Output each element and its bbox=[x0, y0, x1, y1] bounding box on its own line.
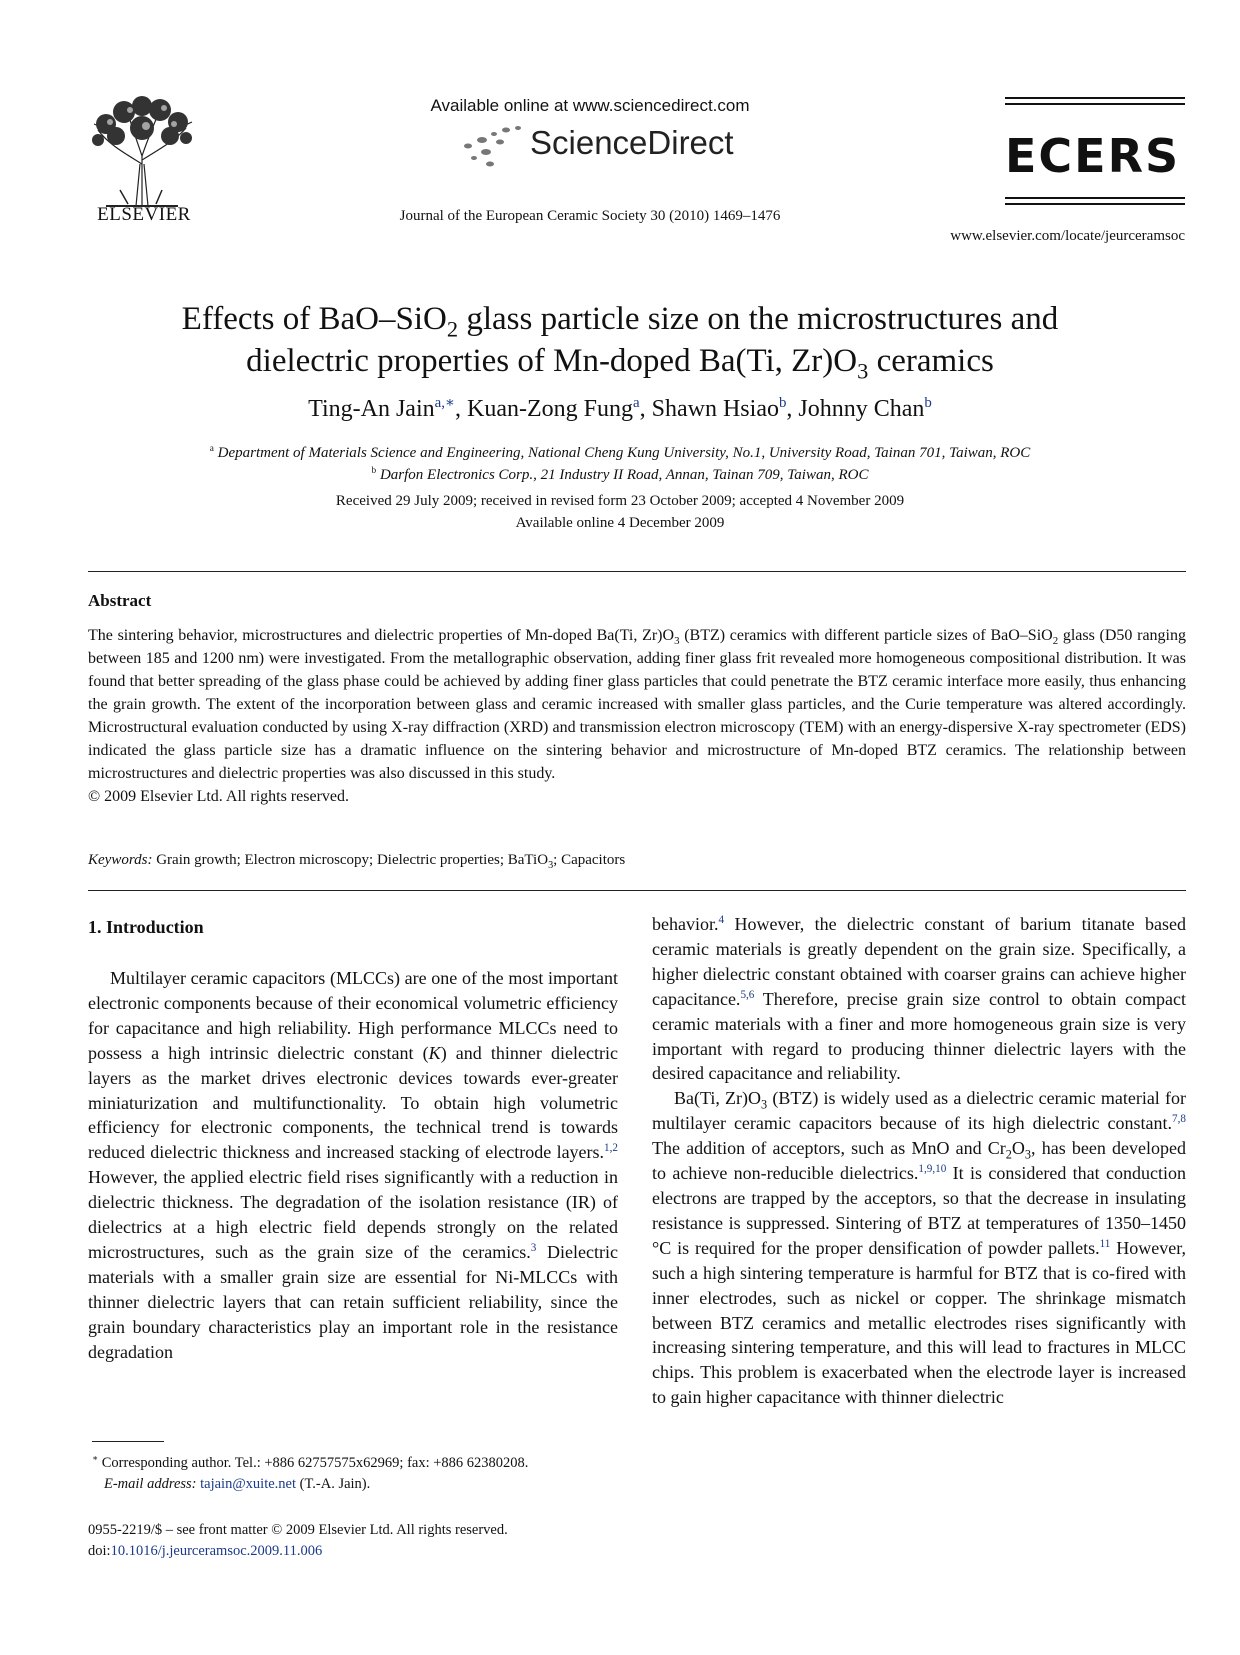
ecers-bottom-rule bbox=[1005, 196, 1185, 208]
author-name: Johnny Chan bbox=[798, 396, 925, 422]
section-heading-introduction: 1. Introduction bbox=[88, 917, 204, 937]
footnote-rule bbox=[92, 1441, 164, 1442]
affiliation-a: $^a$ Department of Materials Science and Engineering, National Cheng Kung University, No.1, University Road, Tainan 701, Taiwan, ROC bbox=[209, 444, 1031, 461]
sciencedirect-dots-icon bbox=[460, 124, 530, 168]
affiliation-mark[interactable]: b bbox=[778, 395, 787, 411]
abstract-top-rule bbox=[88, 571, 1186, 572]
author-name: Ting-An Jain bbox=[308, 396, 435, 422]
affiliation-mark[interactable]: a bbox=[633, 395, 640, 411]
elsevier-tree-logo bbox=[86, 94, 198, 212]
keywords: Keywords: Grain growth; Electron microscopy; Dielectric properties; BaTiO$_3$; Capacitors bbox=[88, 852, 626, 871]
ecers-wordmark: ECERS bbox=[1005, 129, 1181, 183]
keywords-bottom-rule bbox=[88, 890, 1186, 891]
ecers-top-rule bbox=[1005, 96, 1185, 108]
journal-url[interactable]: www.elsevier.com/locate/jeurceramsoc bbox=[950, 228, 1185, 244]
author-name: Shawn Hsiao bbox=[651, 396, 779, 422]
reference-link[interactable]: 1,9,10 bbox=[918, 1163, 947, 1176]
affiliation-mark[interactable]: b bbox=[924, 395, 932, 411]
corresponding-author-footnote: ∗ Corresponding author. Tel.: +886 62757575x62969; fax: +886 62380208. E-mail address: tajain@xuite.net (T.-A. Jain). bbox=[92, 1453, 529, 1492]
reference-link[interactable]: 7,8 bbox=[1172, 1113, 1186, 1126]
issn-line: 0955-2219/$ – see front matter © 2009 Elsevier Ltd. All rights reserved. bbox=[88, 1522, 508, 1538]
email-link[interactable]: tajain@xuite.net bbox=[200, 1476, 297, 1492]
reference-link[interactable]: 4 bbox=[718, 914, 725, 926]
available-online-text: Available online at www.sciencedirect.com bbox=[430, 96, 750, 115]
affiliation-b: $^b$ Darfon Electronics Corp., 21 Industry II Road, Annan, Tainan 709, Taiwan, ROC bbox=[371, 466, 869, 483]
left-column-text: Multilayer ceramic capacitors (MLCCs) are one of the most important electronic components because of their economical volumetric efficiency for capacitance and high reliability. High performance MLCCs need to possess a high intrinsic dielectric constant (K) and thinner dielectric layers as the market drives electronic devices towards ever-greater miniaturization and multifunctionality. To obtain high volumetric efficiency for electronic components, the technical trend is towards reduced dielectric thickness and increased stacking of electrode layers.$^{1,2}$ However, the applied electric field rises significantly with a reduction in dielectric thickness. The degradation of the isolation resistance (IR) of dielectrics at a high electric field depends strongly on the related microstructures, such as the grain size of the ceramics.$^3$ Dielectric materials with a smaller grain size are essential for Ni-MLCCs with thinner dielectric layers that can retain sufficient reliability, since the grain boundary characteristics play an important role in the resistance degradation bbox=[88, 968, 618, 1362]
author-list: Ting-An Jain$^{a,∗}$, Kuan-Zong Fung$^a$, Shawn Hsiao$^b$, Johnny Chan$^b$ bbox=[308, 395, 932, 422]
reference-link[interactable]: 5,6 bbox=[740, 988, 755, 1001]
ecers-journal-logo bbox=[1005, 128, 1185, 184]
doi-link[interactable]: 10.1016/j.jeurceramsoc.2009.11.006 bbox=[110, 1543, 323, 1559]
journal-reference: Journal of the European Ceramic Society 30 (2010) 1469–1476 bbox=[399, 208, 781, 224]
reference-link[interactable]: 3 bbox=[530, 1241, 537, 1254]
article-title: Effects of BaO–SiO$_2$ glass particle size on the microstructures and dielectric properties of Mn-doped Ba(Ti, $Zr)O_3$ ceramics bbox=[181, 301, 1059, 384]
publisher-name: ELSEVIER bbox=[97, 204, 191, 225]
author-name: Kuan-Zong Fung bbox=[467, 396, 634, 422]
sciencedirect-wordmark: ScienceDirect bbox=[530, 124, 734, 161]
available-online-date: Available online 4 December 2009 bbox=[515, 515, 725, 531]
abstract-body: The sintering behavior, microstructures and dielectric properties of Mn-doped Ba(Ti, $Zr)O_3$ (BTZ) ceramics with different particle sizes of BaO–SiO$_2$ glass (D50 ranging between 185 and 1200 nm) were investigated. From the metallographic observation, adding finer glass frit revealed more homogeneous compositional distribution. It was found that better spreading of the glass phase could be achieved by adding finer glass particles that could penetrate the BTZ ceramic interface more easily, thus enhancing the grain growth. The extent of the incorporation between glass and ceramic increased with smaller glass particles, and the Curie temperature was altered accordingly. Microstructural evaluation conducted by using X-ray diffraction (XRD) and transmission electron microscopy (TEM) with an energy-dispersive X-ray spectrometer (EDS) indicated the glass particle size has a dramatic influence on the sintering behavior and microstructure of Mn-doped BTZ ceramics. The relationship between microstructures and dielectric properties was also discussed in this study. © 2009 Elsevier Ltd. All rights reserved. bbox=[88, 627, 1187, 805]
affiliations bbox=[100, 442, 1140, 486]
affiliation-mark[interactable]: a,∗ bbox=[434, 395, 456, 411]
reference-link[interactable]: 11 bbox=[1099, 1237, 1111, 1250]
right-column-text: behavior.$^4$ However, the dielectric constant of barium titanate based ceramic materials is greatly dependent on the grain size. Specifically, a higher dielectric constant obtained with coarser grains can achieve higher capacitance.$^{5,6}$ Therefore, precise grain size control to obtain compact ceramic materials with a finer and more homogeneous grain size is very important with regard to producing thinner dielectric layers with the desired capacitance and reliability. Ba(Ti, $Zr)O_3$ (BTZ) is widely used as a dielectric ceramic material for multilayer ceramic capacitors because of its high dielectric constant.$^{7,8}$ The addition of acceptors, such as MnO and $Cr_2O_3$, has been developed to achieve non-reducible dielectrics.$^{1,9,10}$ It is considered that conduction electrons are trapped by the acceptors, so that the decrease in insulating resistance is suppressed. Sintering of BTZ at temperatures of 1350–1450 °C is required for the proper densification of powder pallets.$^{11}$ However, such a high sintering temperature is harmful for BTZ that is co-fired with inner electrodes, such as nickel or copper. The shrinkage mismatch between BTZ ceramics and metallic electrodes rises significantly with increasing sintering temperature, and this will lead to fractures in MLCC chips. This problem is exacerbated when the electrode layer is increased to gain higher capacitance with thinner dielectric bbox=[652, 914, 1187, 1408]
front-matter: 0955-2219/$ – see front matter © 2009 Elsevier Ltd. All rights reserved. doi:10.1016/j.jeurceramsoc.2009.11.006 bbox=[88, 1520, 648, 1562]
reference-link[interactable]: 1,2 bbox=[604, 1142, 618, 1155]
sciencedirect-logo bbox=[460, 120, 760, 176]
abstract-copyright: © 2009 Elsevier Ltd. All rights reserved. bbox=[88, 788, 349, 805]
article-dates bbox=[100, 490, 1140, 534]
keywords-label: Keywords: bbox=[88, 852, 153, 868]
received-dates: Received 29 July 2009; received in revised form 23 October 2009; accepted 4 November 2009 bbox=[335, 493, 905, 509]
email-label: E-mail address: bbox=[104, 1476, 197, 1492]
abstract-heading: Abstract bbox=[88, 591, 152, 610]
